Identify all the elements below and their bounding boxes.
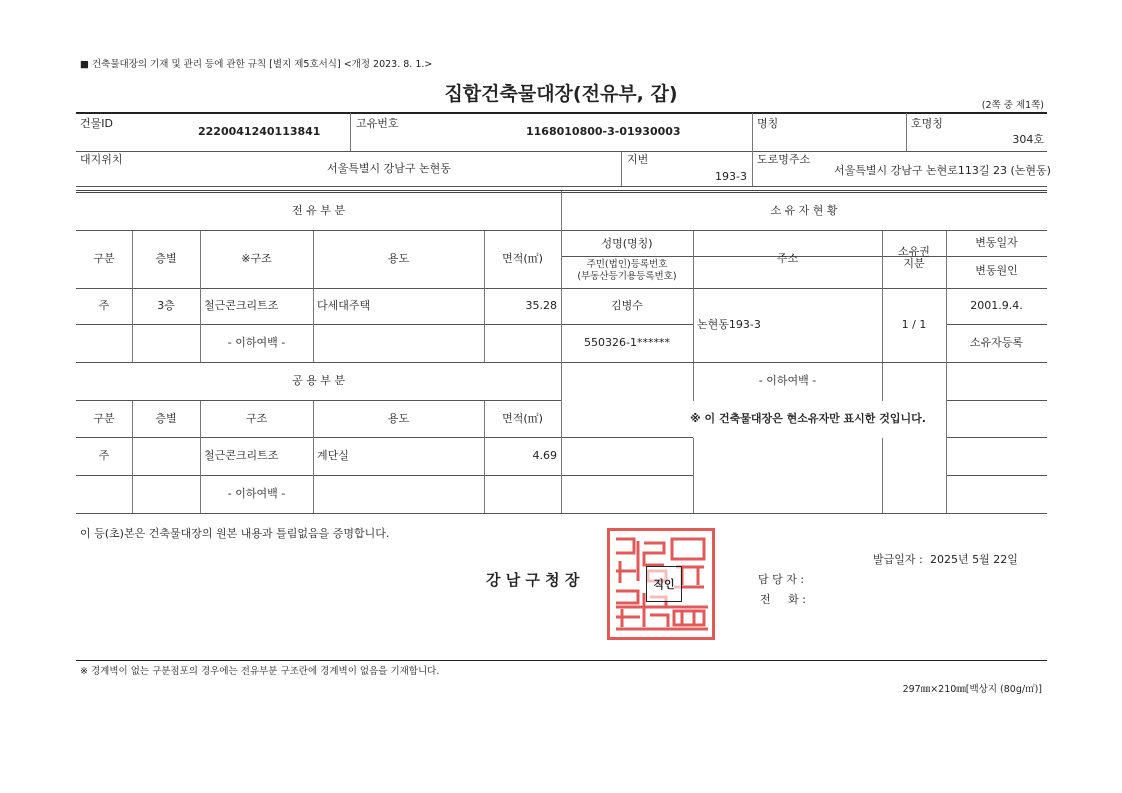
footer-note: ※ 경계벽이 없는 구분점포의 경우에는 전유부분 구조란에 경계벽이 없음을 기재합니다. — [80, 666, 440, 677]
owner-section-title: 소 유 자 현 황 — [770, 204, 838, 217]
exclusive-header-structure: ※구조 — [241, 252, 272, 265]
lot-value: 193-3 — [715, 170, 747, 183]
common-header-structure: 구조 — [245, 412, 268, 425]
owner-header-regno-2: (부동산등기용등록번호) — [577, 271, 677, 282]
exclusive-type: 주 — [98, 299, 110, 312]
name-label: 명칭 — [757, 117, 779, 130]
exclusive-header-area: 면적(㎡) — [502, 252, 543, 265]
owner-blank: - 이하여백 - — [758, 374, 817, 387]
owner-share: 1 / 1 — [901, 318, 927, 331]
owner-header-change-date: 변동일자 — [975, 236, 1018, 249]
site-value: 서울특별시 강남구 논현동 — [327, 162, 451, 175]
unique-no-label: 고유번호 — [356, 117, 399, 130]
common-type: 주 — [98, 449, 110, 462]
exclusive-section-title: 전 유 부 분 — [292, 204, 345, 217]
common-header-area: 면적(㎡) — [502, 412, 543, 425]
common-structure: 철근콘크리트조 — [204, 449, 279, 462]
common-use: 계단실 — [317, 449, 349, 462]
certification-text: 이 등(초)본은 건축물대장의 원본 내용과 틀림없음을 증명합니다. — [80, 527, 390, 540]
common-blank: - 이하여백 - — [227, 487, 286, 500]
owner-header-regno-1: 주민(법인)등록번호 — [586, 259, 668, 270]
unit-value: 304호 — [1012, 133, 1044, 146]
exclusive-structure: 철근콘크리트조 — [204, 299, 279, 312]
exclusive-header-use: 용도 — [387, 252, 410, 265]
owner-regno: 550326-1****** — [584, 336, 670, 349]
footer-rule — [76, 660, 1047, 661]
document-title: 집합건축물대장(전유부, 갑) — [444, 83, 678, 105]
rule-info-mid — [76, 151, 1047, 152]
form-reference: ■ 건축물대장의 기재 및 관리 등에 관한 규칙 [별지 제5호서식] <개정 2023. 8. 1.> — [80, 59, 433, 70]
owner-header-name: 성명(명칭) — [601, 237, 653, 250]
unit-label: 호명칭 — [911, 117, 943, 130]
issuer-name: 강 남 구 청 장 — [486, 571, 580, 589]
rule-info-bottom — [76, 186, 1047, 187]
owner-header-address: 주소 — [776, 252, 799, 265]
common-header-type: 구분 — [93, 412, 115, 425]
road-label: 도로명주소 — [757, 153, 811, 166]
seal-label: 직인 — [646, 566, 682, 602]
page-indicator: (2쪽 중 제1쪽) — [981, 100, 1044, 111]
owner-header-share-1: 소유권 — [898, 245, 930, 258]
owner-change-date: 2001.9.4. — [970, 299, 1023, 312]
common-area: 4.69 — [532, 449, 557, 462]
common-header-use: 용도 — [387, 412, 410, 425]
owner-address: 논현동193-3 — [697, 318, 761, 331]
exclusive-area: 35.28 — [525, 299, 557, 312]
owner-name: 김병수 — [611, 299, 643, 312]
lot-label: 지번 — [627, 153, 649, 166]
phone-label: 전 화 : — [760, 593, 806, 606]
owner-change-reason: 소유자등록 — [969, 336, 1024, 349]
exclusive-header-type: 구분 — [93, 252, 115, 265]
common-header-floor: 층별 — [155, 412, 177, 425]
exclusive-header-floor: 층별 — [155, 252, 177, 265]
building-id-label: 건물ID — [80, 117, 113, 130]
exclusive-blank: - 이하여백 - — [227, 336, 286, 349]
owner-header-change-reason: 변동원인 — [975, 264, 1018, 277]
building-id-value: 2220041240113841 — [198, 125, 321, 138]
paper-spec: 297㎜×210㎜[백상지 (80g/㎡)] — [902, 684, 1042, 695]
rule-top — [76, 112, 1047, 114]
road-value: 서울특별시 강남구 논현로113길 23 (논현동) — [834, 164, 1051, 177]
common-section-title: 공 용 부 분 — [292, 374, 345, 387]
owner-notice: ※ 이 건축물대장은 현소유자만 표시한 것입니다. — [690, 412, 926, 425]
owner-header-share-2: 지분 — [903, 257, 925, 270]
site-label: 대지위치 — [80, 153, 123, 166]
clerk-label: 담 당 자 : — [758, 573, 805, 586]
exclusive-use: 다세대주택 — [317, 299, 371, 312]
exclusive-floor: 3층 — [157, 299, 175, 312]
issue-date-label: 발급일자 : — [873, 553, 923, 566]
issue-date: 2025년 5월 22일 — [930, 553, 1018, 566]
unique-no-value: 1168010800-3-01930003 — [526, 125, 681, 138]
